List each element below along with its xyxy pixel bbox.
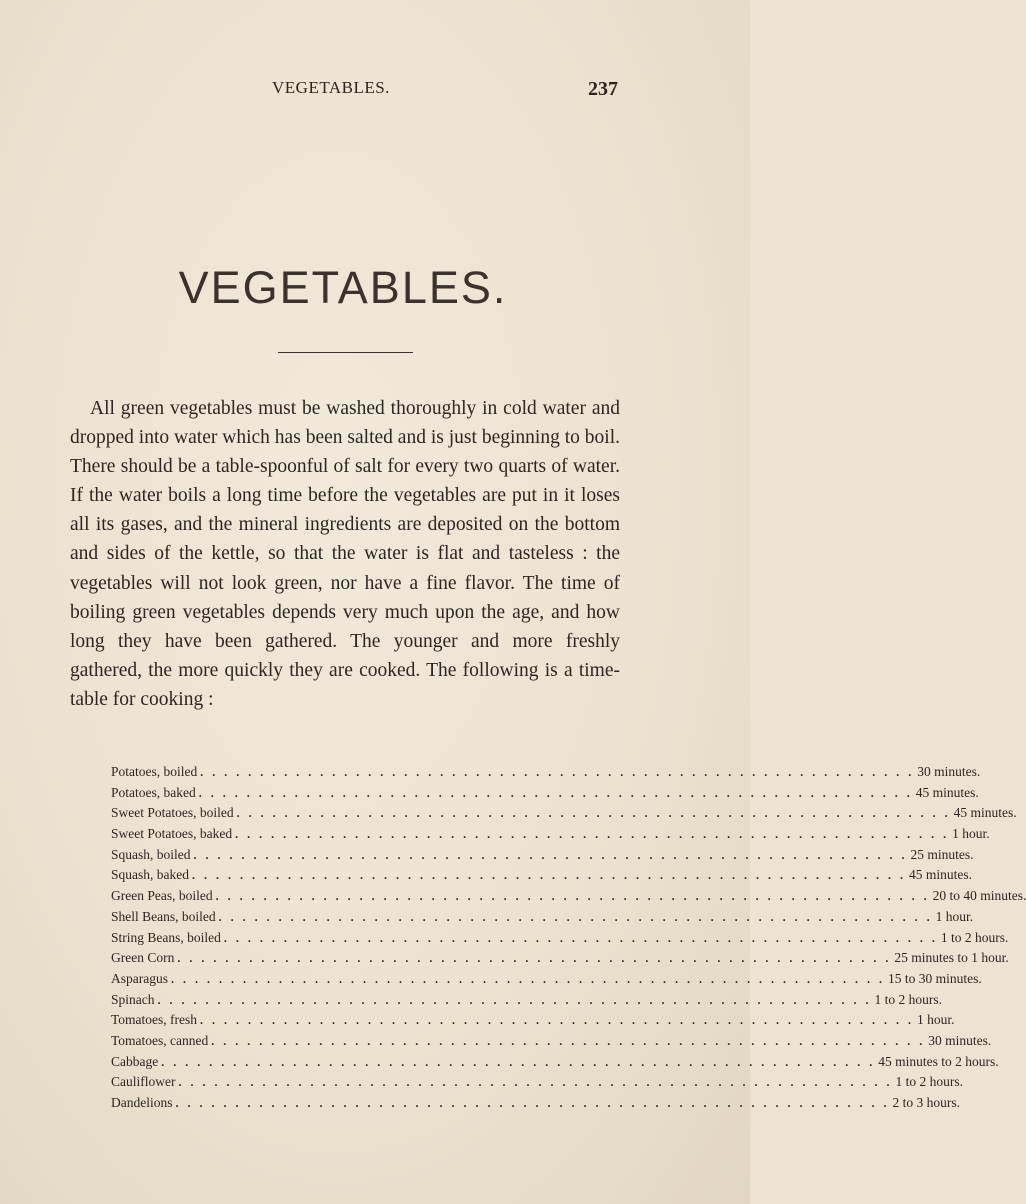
dot-leader: . . . . . . . . . . . . . . . . . . . . . . . . . . . . . . . . . . . . . . . . . . . . . . . . . . . . . . . . . . . . [235, 827, 950, 842]
timetable-item: Potatoes, baked [111, 784, 196, 800]
dot-leader: . . . . . . . . . . . . . . . . . . . . . . . . . . . . . . . . . . . . . . . . . . . . . . . . . . . . . . . . . . . . [178, 1075, 893, 1090]
timetable-item: Tomatoes, fresh [111, 1012, 198, 1028]
timetable-time: 1 to 2 hours. [940, 929, 1009, 945]
timetable-item: Potatoes, boiled [111, 764, 198, 779]
running-head [0, 78, 750, 108]
timetable-time: 2 to 3 hours. [892, 1095, 960, 1110]
timetable-time: 45 minutes. [953, 805, 1017, 821]
dot-leader: . . . . . . . . . . . . . . . . . . . . . . . . . . . . . . . . . . . . . . . . . . . . . . . . . . . . . . . . . . . . [200, 1013, 915, 1028]
dot-leader: . . . . . . . . . . . . . . . . . . . . . . . . . . . . . . . . . . . . . . . . . . . . . . . . . . . . . . . . . . . . [171, 971, 885, 986]
timetable-item: Cabbage [111, 1053, 159, 1069]
dot-leader: . . . . . . . . . . . . . . . . . . . . . . . . . . . . . . . . . . . . . . . . . . . . . . . . . . . . . . . . . . . . [193, 847, 908, 862]
page-number: 237 [588, 78, 618, 100]
timetable-row [111, 784, 979, 806]
timetable-item: Green Peas, boiled [111, 888, 213, 904]
timetable-item: String Beans, boiled [111, 929, 221, 945]
dot-leader: . . . . . . . . . . . . . . . . . . . . . . . . . . . . . . . . . . . . . . . . . . . . . . . . . . . . . . . . . . . . [200, 765, 915, 779]
timetable-item: Shell Beans, boiled [111, 908, 216, 924]
timetable-row [111, 908, 974, 930]
dot-leader: . . . . . . . . . . . . . . . . . . . . . . . . . . . . . . . . . . . . . . . . . . . . . . . . . . . . . . . . . . . . [198, 785, 913, 800]
timetable-row [111, 1095, 960, 1116]
timetable-time: 1 hour. [935, 908, 974, 924]
timetable-row [111, 764, 981, 785]
timetable-item: Squash, boiled [111, 846, 191, 862]
dot-leader: . . . . . . . . . . . . . . . . . . . . . . . . . . . . . . . . . . . . . . . . . . . . . . . . . . . . . . . . . . . . [192, 868, 906, 883]
timetable-item: Tomatoes, canned [111, 1032, 209, 1048]
timetable-time: 20 to 40 minutes. [932, 888, 1026, 904]
timetable-item: Green Corn [111, 950, 175, 966]
timetable-row [111, 805, 1017, 826]
dot-leader: . . . . . . . . . . . . . . . . . . . . . . . . . . . . . . . . . . . . . . . . . . . . . . . . . . . . . . . . . . . . [211, 1033, 926, 1048]
timetable-item: Sweet Potatoes, boiled [111, 805, 234, 821]
dot-leader: . . . . . . . . . . . . . . . . . . . . . . . . . . . . . . . . . . . . . . . . . . . . . . . . . . . . . . . . . . . . [236, 806, 951, 821]
timetable-time: 45 minutes. [909, 867, 972, 883]
intro-text [70, 394, 620, 714]
timetable-item: Asparagus [111, 970, 168, 986]
timetable-row [111, 846, 974, 868]
timetable-time: 1 hour. [952, 826, 990, 842]
timetable-row [111, 929, 1009, 951]
timetable-row [111, 1012, 955, 1033]
dot-leader: . . . . . . . . . . . . . . . . . . . . . . . . . . . . . . . . . . . . . . . . . . . . . . . . . . . . . . . . . . . . [175, 1096, 890, 1110]
timetable-time: 45 minutes. [915, 784, 979, 800]
timetable-time: 25 minutes. [910, 846, 974, 862]
timetable-row [111, 1032, 992, 1054]
timetable-time: 30 minutes. [917, 764, 981, 779]
timetable-item: Squash, baked [111, 867, 189, 883]
timetable-row [111, 888, 1026, 909]
timetable-time: 25 minutes to 1 hour. [894, 950, 1009, 966]
intro-paragraph: All green vegetables must be washed thoroughly in cold water and dropped into water which has been salted and is just beginning to boil. There should be a table-spoonful of salt for every two quarts of water. If the water boils a long time before the vegetables are put in it loses all its gases, and the mineral ingredients are deposited on the bottom and sides of the kettle, so that the water is flat and tasteless : the vegetables will not look green, nor have a fine flavor. The time of boiling green vegetables depends very much upon the age, and how long they have been gathered. The younger and more freshly gathered, the more quickly they are cooked. The following is a time-table for cooking : [70, 398, 620, 710]
dot-leader: . . . . . . . . . . . . . . . . . . . . . . . . . . . . . . . . . . . . . . . . . . . . . . . . . . . . . . . . . . . . [161, 1054, 876, 1069]
timetable-row [111, 867, 972, 888]
timetable-row [111, 950, 1009, 971]
timetable-item: Cauliflower [111, 1074, 176, 1090]
dot-leader: . . . . . . . . . . . . . . . . . . . . . . . . . . . . . . . . . . . . . . . . . . . . . . . . . . . . . . . . . . . . [218, 909, 933, 924]
timetable-time: 1 hour. [917, 1012, 955, 1028]
timetable-time: 1 to 2 hours. [874, 991, 942, 1007]
chapter-title: VEGETABLES. [178, 262, 508, 313]
cooking-time-table [111, 764, 1026, 1116]
timetable-row [111, 826, 990, 847]
timetable-row [111, 1074, 963, 1095]
dot-leader: . . . . . . . . . . . . . . . . . . . . . . . . . . . . . . . . . . . . . . . . . . . . . . . . . . . . . . . . . . . . [223, 930, 938, 945]
title-rule [278, 352, 413, 353]
dot-leader: . . . . . . . . . . . . . . . . . . . . . . . . . . . . . . . . . . . . . . . . . . . . . . . . . . . . . . . . . . . . [157, 992, 872, 1007]
timetable-item: Dandelions [111, 1095, 173, 1110]
timetable-time: 30 minutes. [928, 1032, 992, 1048]
dot-leader: . . . . . . . . . . . . . . . . . . . . . . . . . . . . . . . . . . . . . . . . . . . . . . . . . . . . . . . . . . . . [177, 951, 892, 966]
timetable-item: Sweet Potatoes, baked [111, 826, 233, 842]
running-title: VEGETABLES. [272, 78, 390, 97]
timetable-time: 1 to 2 hours. [895, 1074, 963, 1090]
timetable-time: 15 to 30 minutes. [888, 970, 982, 986]
dot-leader: . . . . . . . . . . . . . . . . . . . . . . . . . . . . . . . . . . . . . . . . . . . . . . . . . . . . . . . . . . . . [215, 889, 930, 904]
timetable-row [111, 991, 942, 1013]
timetable-time: 45 minutes to 2 hours. [878, 1053, 999, 1069]
timetable-row [111, 970, 982, 992]
timetable-item: Spinach [111, 991, 155, 1007]
timetable-row [111, 1053, 999, 1075]
